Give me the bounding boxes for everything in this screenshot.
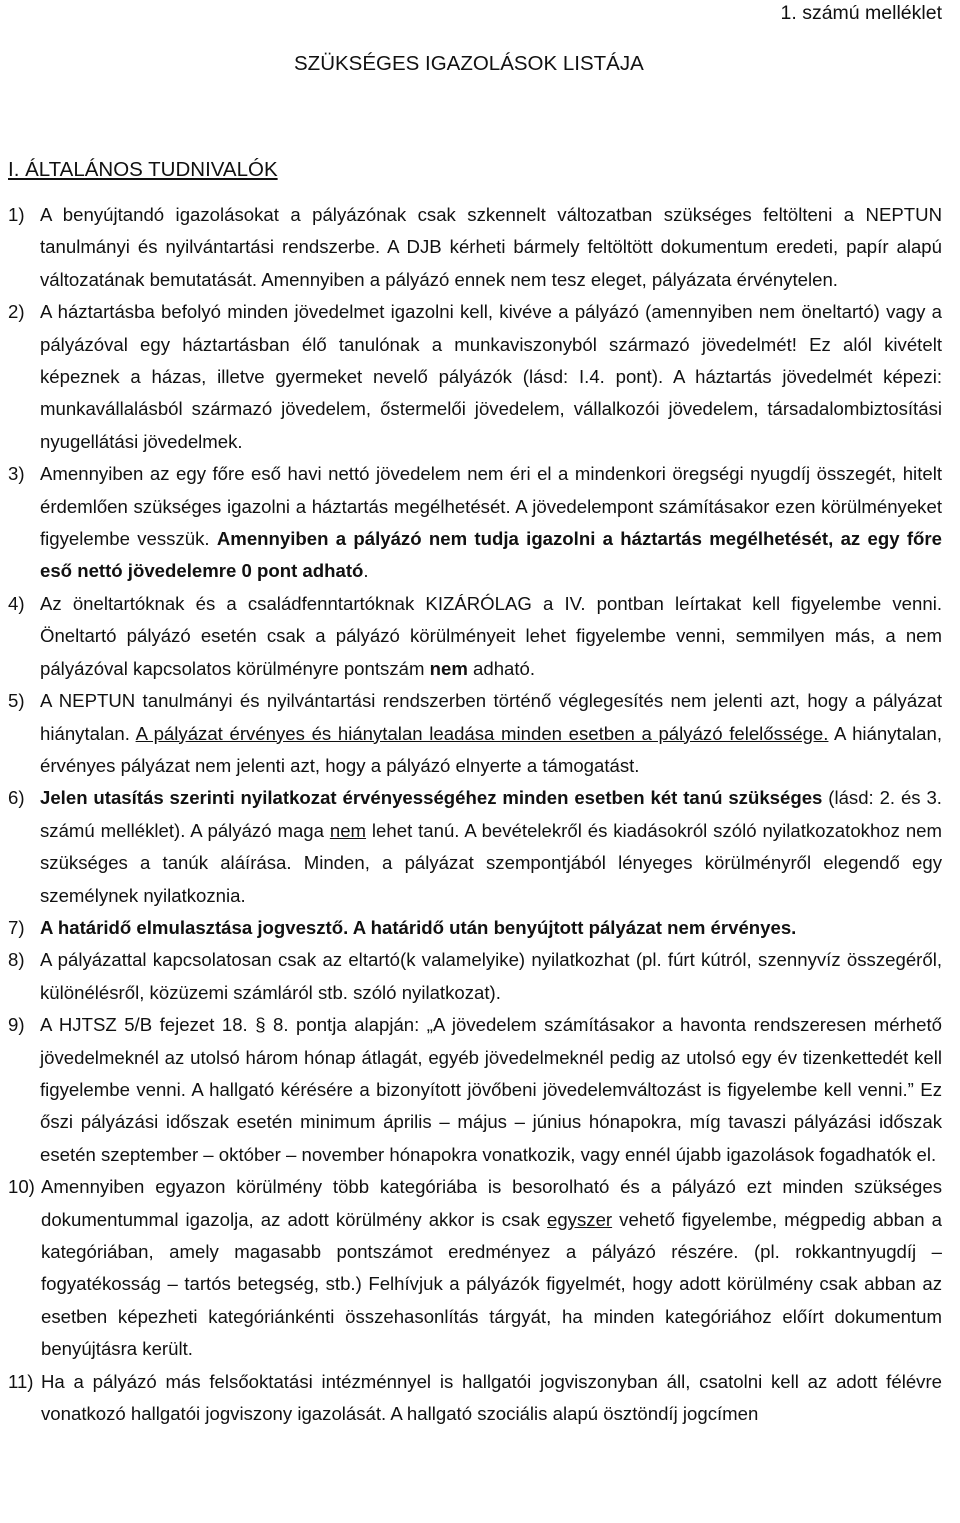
item-text: A hiánytalan, érvényes pályázat nem jelenti azt, hogy a pályázó elnyerte a támogatást. <box>40 722 943 776</box>
item-number: 5) <box>8 690 25 712</box>
item-number: 4) <box>8 592 25 614</box>
item-number: 11) <box>8 1370 34 1392</box>
item-text: . <box>363 560 369 582</box>
item-text: Amennyiben az egy főre eső havi nettó jövedelem nem éri el a mindenkori öregségi nyugdíj összegét, hitelt érdemlően szükséges igazolni a háztartás megélhetését. A jövedelempont számításakor ezen körülményeket figyelembe vesszük. <box>40 463 942 550</box>
item-underlined-text: A pályázat érvényes és hiánytalan leadása minden esetben a pályázó felelőssége. <box>135 722 829 744</box>
list-item-7 <box>8 912 942 944</box>
item-number: 1) <box>8 204 25 225</box>
item-bold-text: A határidő elmulasztása jogvesztő. A határidő után benyújtott pályázat nem érvényes. <box>40 916 797 938</box>
item-text: A benyújtandó igazolásokat a pályázónak csak szkennelt változatban szükséges feltölteni a NEPTUN tanulmányi és nyilvántartási rendszerbe. A DJB kérheti bármely feltöltött dokumentum eredeti, papír alapú változatának bemutatását. Amennyiben a pályázó ennek nem tesz eleget, pályázata érvénytelen. <box>40 204 942 290</box>
item-number: 6) <box>8 787 25 809</box>
item-number: 3) <box>8 463 25 485</box>
list-item-6 <box>8 782 942 912</box>
item-underlined-text: egyszer <box>547 1208 613 1230</box>
document-title: SZÜKSÉGES IGAZOLÁSOK LISTÁJA <box>294 52 644 75</box>
item-text: A pályázattal kapcsolatosan csak az eltartó(k valamelyike) nyilatkozhat (pl. fúrt kútról, szennyvíz összegéről, különélésről, közüzemi számláról stb. szóló nyilatkozat). <box>40 949 942 1003</box>
item-text: Az öneltartóknak és a családfenntartóknak KIZÁRÓLAG a IV. pontban leírtakat kell figyelembe venni. Öneltartó pályázó esetén csak a pályázó körülményeit lehet figyelembe venni, semmilyen más, a nem pályázóval kapcsolatos körülményre pontszám <box>40 592 942 679</box>
section-title-text: I. ÁLTALÁNOS TUDNIVALÓK <box>8 158 278 181</box>
item-text: A NEPTUN tanulmányi és nyilvántartási rendszerben történő véglegesítés nem jelenti azt, hogy a pályázat hiánytalan. <box>40 690 942 744</box>
list-item-4 <box>8 588 942 685</box>
item-number: 8) <box>8 949 25 971</box>
section-title <box>8 156 278 184</box>
list-item-9 <box>8 1009 942 1171</box>
list-item-1 <box>8 199 942 296</box>
item-text: A HJTSZ 5/B fejezet 18. § 8. pontja alapján: „A jövedelem számításakor a havonta rendszeresen mérhető jövedelmeknél az utolsó három hónap átlagát, egyéb jövedelmeknél pedig az utolsó egy év tizenkettedét kell figyelembe venni. A hallgató kérésére a bizonyított jövőbeni jövedelemváltozást is figyelembe kell venni.” Ez őszi pályázási időszak esetén minimum április – május – június hónapokra, míg tavaszi pályázási időszak esetén szeptember – október – november hónapokra vonatkozik, vagy ennél újabb igazolások fogadhatók el. <box>40 1014 942 1165</box>
item-bold-text: nem <box>429 657 468 679</box>
list-item-8 <box>8 944 942 1009</box>
item-bold-text: Amennyiben a pályázó nem tudja igazolni a háztartás megélhetését, az egy főre eső nettó jövedelemre 0 pont adható <box>40 528 942 582</box>
item-underlined-text: nem <box>329 819 367 841</box>
item-text: vehető figyelembe, mégpedig abban a kategóriában, amely magasabb pontszámot eredményez a pályázó részére. (pl. rokkantnyugdíj – fogyatékosság – tartós betegség, stb.) Felhívjuk a pályázók figyelmét, hogy adott körülmény csak abban az esetben képezheti kategóriánkénti összehasonlítás tárgyát, ha minden kategóriához előírt dokumentum benyújtásra került. <box>41 1208 943 1360</box>
item-bold-text: Jelen utasítás szerinti nyilatkozat érvényességéhez minden esetben két tanú szükséges <box>40 787 823 809</box>
item-text: adható. <box>467 657 536 679</box>
list-item-11 <box>8 1366 942 1431</box>
annex-label: 1. számú melléklet <box>780 2 942 24</box>
item-text: Ha a pályázó más felsőoktatási intézménnyel is hallgatói jogviszonyban áll, csatolni kell az adott félévre vonatkozó hallgatói jogviszony igazolását. A hallgató szociális alapú ösztöndíj jogcímen <box>41 1370 942 1425</box>
item-text: A háztartásba befolyó minden jövedelmet igazolni kell, kivéve a pályázó (amennyiben nem öneltartó) vagy a pályázóval egy háztartásban élő tanulónak a munkaviszonyból származó jövedelmét! Ez alól kivételt képeznek a házas, illetve gyermeket nevelő pályázók (lásd: I.4. pont). A háztartás jövedelmét képezi: munkavállalásból származó jövedelem, őstermelői jövedelem, vállalkozói jövedelem, társadalombiztosítási nyugellátási jövedelmek. <box>40 301 942 452</box>
rules-list <box>8 199 942 1430</box>
item-number: 9) <box>8 1014 25 1036</box>
item-number: 7) <box>8 916 25 938</box>
item-text: (lásd: 2. és 3. számú melléklet). A pályázó maga <box>40 787 942 841</box>
list-item-5 <box>8 685 942 782</box>
list-item-2 <box>8 296 942 458</box>
list-item-3 <box>8 458 942 588</box>
item-number: 10) <box>8 1176 35 1198</box>
item-text: lehet tanú. A bevételekről és kiadásokról szóló nyilatkozatokhoz nem szükséges a tanúk aláírása. Minden, a pályázat szempontjából lényeges körülményről elegendő egy személynek nyilatkoznia. <box>40 819 942 906</box>
item-number: 2) <box>8 301 25 323</box>
item-text: Amennyiben egyazon körülmény több kategóriába is besorolható és a pályázó ezt minden szükséges dokumentummal igazolja, az adott körülmény akkor is csak <box>41 1176 942 1230</box>
list-item-10 <box>8 1171 942 1365</box>
